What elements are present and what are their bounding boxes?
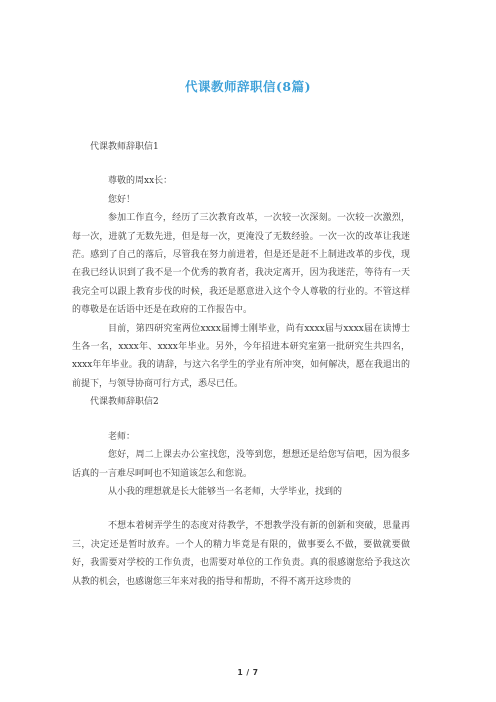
document-body	[72, 138, 410, 591]
paragraph-2-2: 从小我的理想就是长大能够当一名老师，大学毕业，找到的	[108, 486, 343, 497]
section-heading-2: 代课教师辞职信2	[90, 397, 159, 408]
salutation-2: 老师：	[108, 431, 136, 442]
paragraph-2-1: 您好，周二上课去办公室找您，没等到您，想想还是给您写信吧，因为很多话真的一言难尽呵呵也不知道该怎么和您说。	[72, 450, 410, 479]
paragraph-1-2: 目前，第四研究室两位xxxx届博士刚毕业，尚有xxxx届与xxxx届在读博士生各一名，xxxx年、xxxx年毕业。另外，今年招进本研究室第一批研究生共四名，xxxx年年毕业。我的请辞，与这六名学生的学业有所冲突，如何解决，愿在我退出的前提下，与领导协商可行方式，悉尽已任。	[72, 323, 410, 389]
page-number: 1 / 7	[237, 668, 259, 677]
document-title: 代课教师辞职信(8篇)	[184, 79, 312, 94]
paragraph-2-3: 不想本着树弄学生的态度对待教学，不想教学没有新的创新和突破，思量再三，决定还是暂时放弃。一个人的精力毕竟是有限的，做事要么不做，要做就要做好，我需要对学校的工作负责，也需要对单位的工作负责。真的很感谢您给予我这次从教的机会，也感谢您三年来对我的指导和帮助，不得不离开这珍贵的	[72, 521, 410, 587]
section-heading-1: 代课教师辞职信1	[90, 142, 159, 152]
greeting-1: 您好！	[108, 194, 136, 205]
paragraph-1-1: 参加工作直今，经历了三次教育改革，一次较一次深刻。一次较一次激烈，每一次，进就了无数先进，但是每一次，更淹没了无数经验。一次一次的改革让我迷茫。感到了自己的落后，尽管我在努力前进着，但是还是赶不上制进改革的步伐，现在我已经认识到了我不是一个优秀的教育者，我决定离开，因为我迷茫，等待有一天我完全可以跟上教育步伐的时候，我还是愿意进入这个令人尊敬的行业的。不管这样的尊敬是在话语中还是在政府的工作报告中。	[72, 213, 410, 316]
salutation-1: 尊敬的周xx长：	[108, 176, 173, 187]
